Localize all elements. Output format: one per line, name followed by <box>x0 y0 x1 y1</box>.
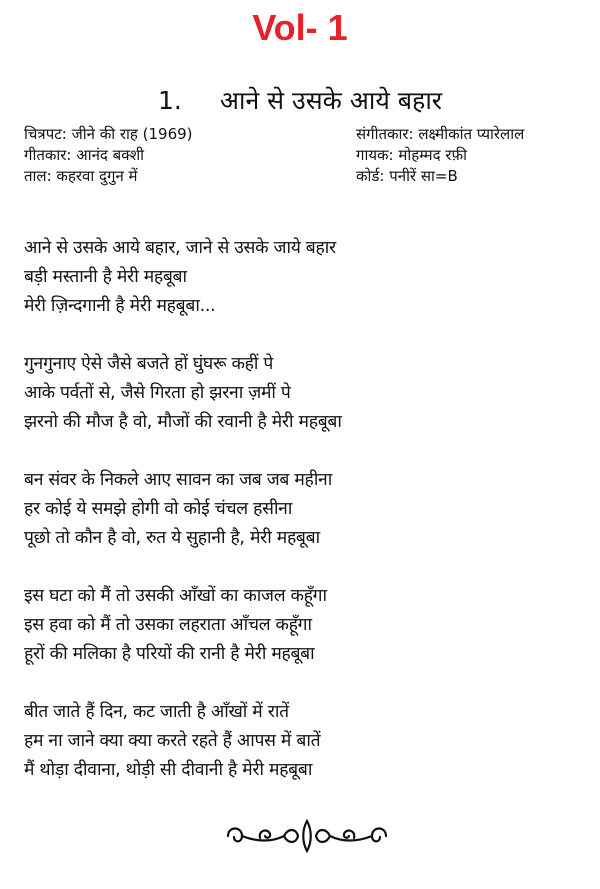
taal-info: ताल: कहरवा दुगुन में <box>24 167 138 185</box>
lyric-line: बन संवर के निकले आए सावन का जब जब महीना <box>24 470 333 490</box>
composer-info: संगीतकार: लक्ष्मीकांत प्यारेलाल <box>356 125 525 143</box>
stanza-1 <box>24 234 584 321</box>
lyric-line: आने से उसके आये बहार, जाने से उसके जाये बहार <box>24 238 336 258</box>
lyric-line: बड़ी मस्तानी है मेरी महबूबा <box>24 267 187 287</box>
lyric-line: पूछो तो कौन है वो, रुत ये सुहानी है, मेरी महबूबा <box>24 528 320 548</box>
lyric-line: मेरी ज़िन्दगानी है मेरी महबूबा... <box>24 296 216 316</box>
lyric-line: गुनगुनाए ऐसे जैसे बजते हों घुंघरू कहीं पे <box>24 354 274 374</box>
song-title <box>0 84 600 118</box>
song-info-right <box>356 124 592 187</box>
song-title-text: आने से उसके आये बहार <box>219 86 443 115</box>
film-info: चित्रपट: जीने की राह (1969) <box>24 125 193 143</box>
lyric-line: हूरों की मलिका है परियों की रानी है मेरी महबूबा <box>24 644 315 664</box>
lyric-line: मैं थोड़ा दीवाना, थोड़ी सी दीवानी है मेरी महबूबा <box>24 760 313 780</box>
singer-info: गायक: मोहम्मद रफ़ी <box>356 146 467 164</box>
lyrics <box>24 234 584 814</box>
chord-info: कोर्ड: पनीरें सा=B <box>356 167 458 185</box>
lyric-line: इस हवा को मैं तो उसका लहराता आँचल कहूँगा <box>24 615 312 635</box>
lyric-line: इस घटा को मैं तो उसकी आँखों का काजल कहूँगा <box>24 586 327 606</box>
volume-heading: Vol- 1 <box>252 7 348 48</box>
song-info-left <box>24 124 334 187</box>
song-number: 1. <box>157 86 182 115</box>
stanza-2 <box>24 350 584 437</box>
ornament-divider-icon <box>222 816 392 856</box>
stanza-3 <box>24 466 584 553</box>
lyric-line: झरनो की मौज है वो, मौजों की रवानी है मेरी महबूबा <box>24 412 342 432</box>
stanza-5 <box>24 698 584 785</box>
stanza-4 <box>24 582 584 669</box>
lyricist-info: गीतकार: आनंद बक्शी <box>24 146 145 164</box>
lyric-line: हर कोई ये समझे होगी वो कोई चंचल हसीना <box>24 499 293 519</box>
lyric-line: आके पर्वतों से, जैसे गिरता हो झरना ज़मीं पे <box>24 383 291 403</box>
lyric-line: हम ना जाने क्या क्या करते रहते हैं आपस में बातें <box>24 731 321 751</box>
lyric-line: बीत जाते हैं दिन, कट जाती है आँखों में रातें <box>24 702 289 722</box>
